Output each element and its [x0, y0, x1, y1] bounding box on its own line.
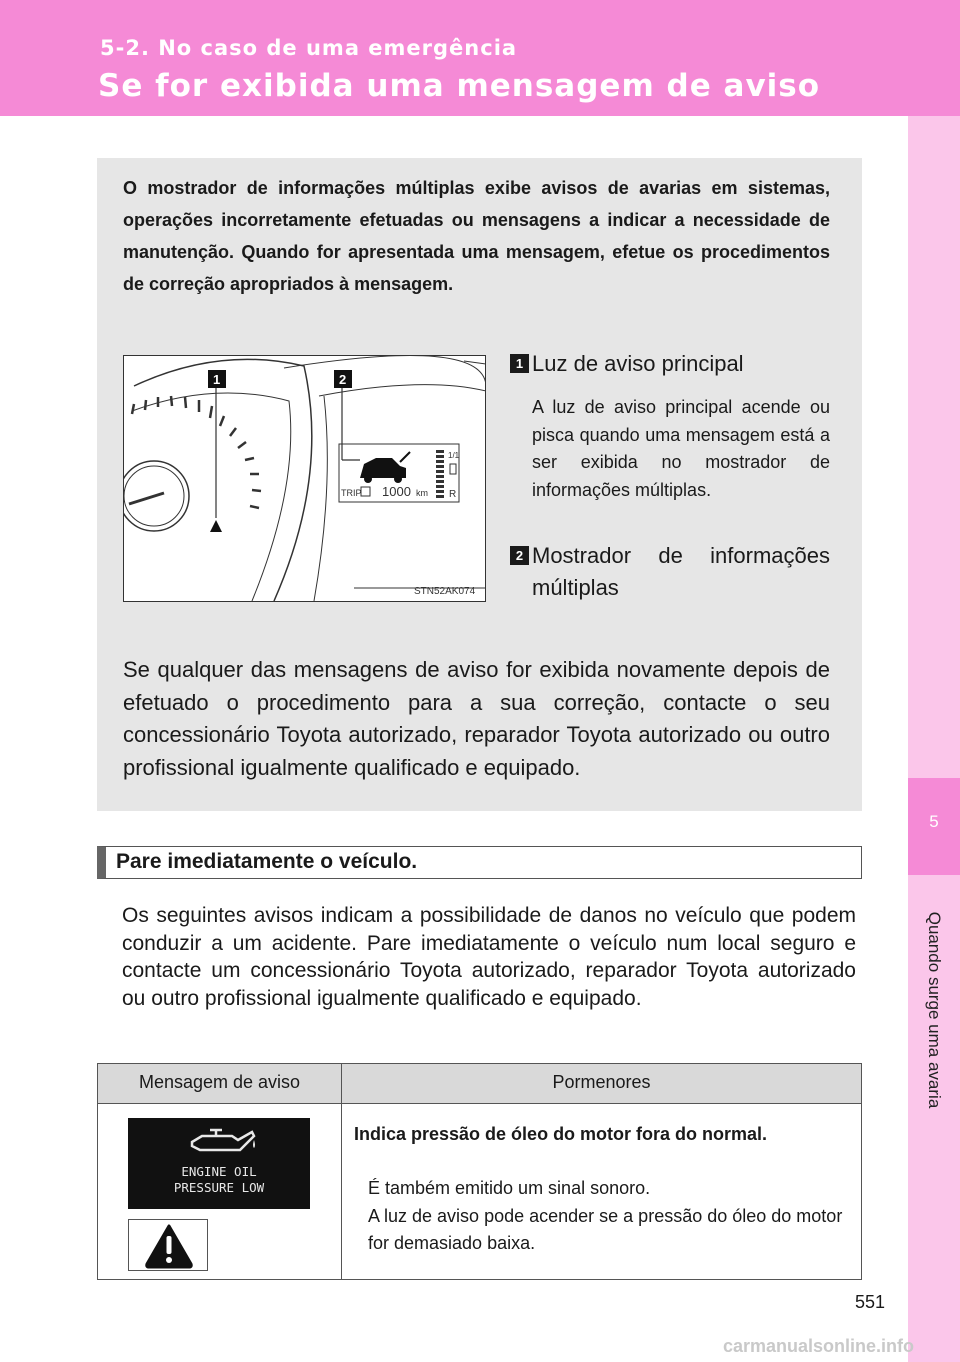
trip-label: TRIP: [341, 488, 362, 498]
intro-text: O mostrador de informações múltiplas exibe avisos de avarias em sistemas, operações incorretamente efetuadas ou mensagens a indicar a necessidade de manutenção. Quando for apresentada uma mensagem, efetue os procedimentos de correção apropriados à mensagem.: [123, 178, 830, 294]
callout-badge: 2: [510, 546, 529, 565]
engine-oil-pressure-display: [128, 1118, 310, 1209]
note-text: Se qualquer das mensagens de aviso for exibida novamente depois de efetuado o procedimento para a sua correção, contacte o seu concessionário Toyota autorizado, reparador Toyota autorizado ou outro profissional igualmente qualificado e equipado.: [123, 657, 830, 780]
side-tab: [908, 116, 960, 1362]
chapter-number: 5: [929, 812, 939, 831]
column-header-message: Mensagem de aviso: [138, 1072, 301, 1092]
odometer-value: 1000: [382, 484, 411, 499]
callout-badge: 1: [510, 354, 529, 373]
column-header-details: Pormenores: [552, 1072, 651, 1092]
page-number: 551: [855, 1292, 886, 1312]
callout-master-warning: [510, 348, 830, 380]
svg-text:R: R: [449, 489, 457, 500]
section-subtitle: 5-2. No caso de uma emergência: [100, 36, 518, 60]
warning-triangle-icon: [129, 1220, 209, 1272]
cluster-drawing: [124, 356, 486, 602]
master-warning-icon: [210, 520, 222, 532]
detail-line: A luz de aviso pode acender se a pressão do óleo do motor for demasiado baixa.: [368, 1206, 843, 1253]
oil-can-icon: [128, 1118, 310, 1164]
detail-heading: Indica pressão de óleo do motor fora do normal.: [354, 1124, 768, 1144]
detail-line: É também emitido um sinal sonoro.: [368, 1178, 651, 1198]
callout-title: Luz de aviso principal: [532, 351, 744, 376]
gauge-ticks: [132, 396, 261, 508]
section-title: Pare imediatamente o veículo.: [116, 850, 418, 873]
illustration-code: STN52AK074: [414, 586, 476, 597]
svg-text:1/1: 1/1: [448, 451, 460, 460]
callout-description: A luz de aviso principal acende ou pisca quando uma mensagem está a ser exibida no mostrador de informações múltiplas.: [532, 397, 830, 500]
page-title: Se for exibida uma mensagem de aviso: [98, 68, 821, 104]
callout-2-number: 2: [339, 372, 347, 387]
warning-table: [97, 1063, 862, 1280]
instrument-cluster-illustration: [123, 355, 486, 602]
callout-1-number: 1: [213, 372, 221, 387]
odometer-unit: km: [416, 488, 428, 498]
chapter-label: Quando surge uma avaria: [925, 911, 944, 1109]
section-body: Os seguintes avisos indicam a possibilidade de danos no veículo que podem conduzir a um acidente. Pare imediatamente o veículo num local seguro e contacte um concessionário Toyota autorizado, reparador Toyota autorizado ou outro profissional igualmente qualificado e equipado.: [122, 904, 856, 1010]
engine-oil-pressure-text: ENGINE OIL PRESSURE LOW: [173, 1164, 265, 1195]
warning-light-box: [128, 1219, 208, 1271]
callout-title: Mostrador de informações múltiplas: [532, 543, 830, 600]
callout-multi-info-display: [510, 540, 830, 604]
watermark: carmanualsonline.info: [723, 1336, 915, 1356]
